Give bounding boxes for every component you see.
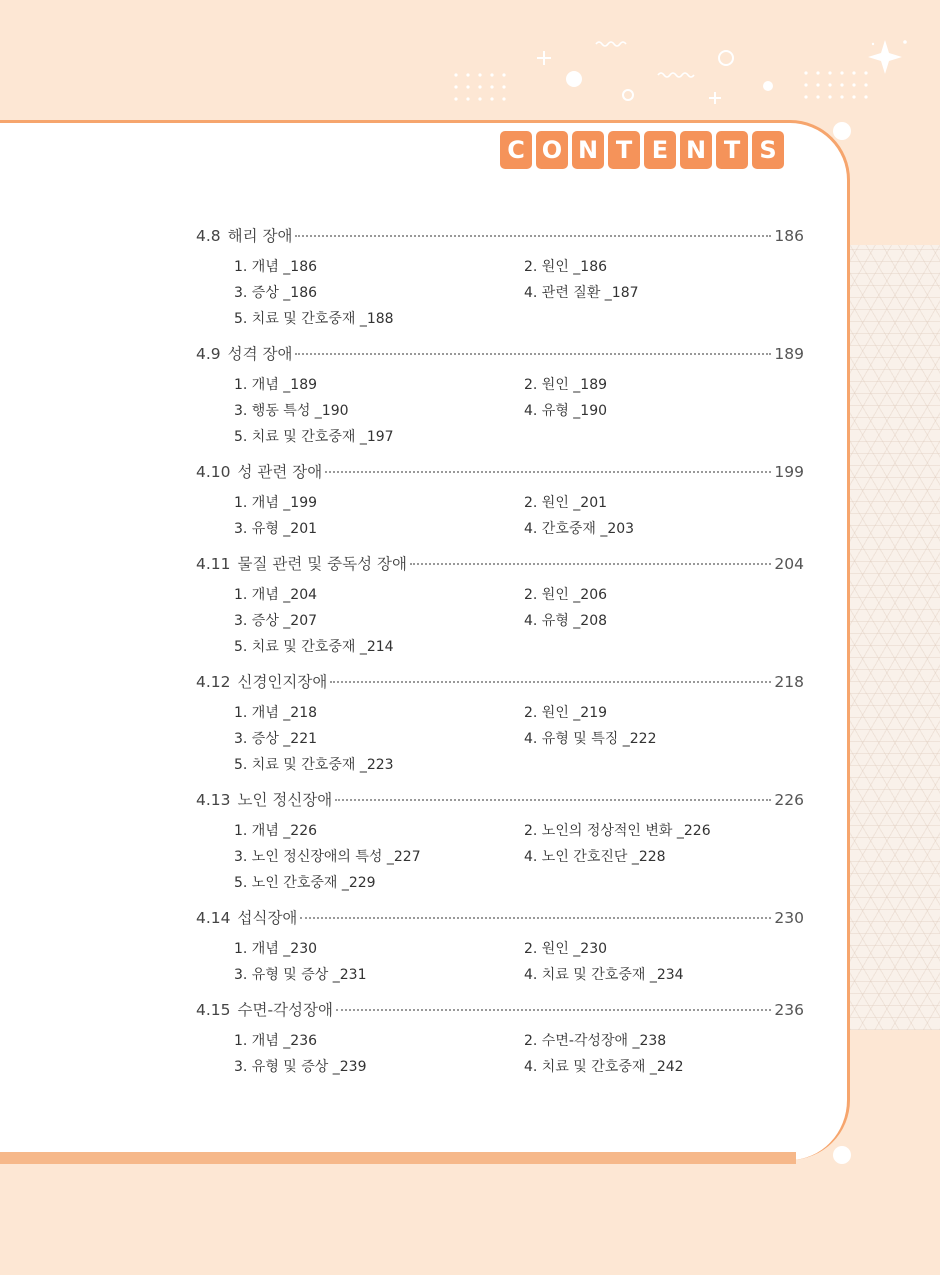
toc-items <box>196 582 804 660</box>
toc-item[interactable]: 1. 개념 _236 <box>234 1033 318 1049</box>
toc-item[interactable]: 1. 개념 _199 <box>234 495 318 511</box>
toc-section-heading[interactable] <box>196 670 804 699</box>
toc-section-heading[interactable] <box>196 788 804 817</box>
toc-section-heading[interactable] <box>196 342 804 371</box>
toc-item[interactable]: 4. 유형 _208 <box>524 613 608 629</box>
section-page: 226 <box>774 791 804 809</box>
toc-item[interactable]: 3. 유형 _201 <box>234 521 318 537</box>
toc-section <box>196 224 804 332</box>
toc-item[interactable]: 1. 개념 _186 <box>234 259 318 275</box>
toc-item[interactable]: 2. 원인 _189 <box>524 377 608 393</box>
dot-grid-icon <box>454 71 867 100</box>
toc-item[interactable]: 2. 원인 _201 <box>524 495 608 511</box>
toc-item[interactable]: 4. 간호중재 _203 <box>524 521 635 537</box>
wave-icon <box>596 42 694 77</box>
toc-section <box>196 788 804 896</box>
toc-section-heading[interactable] <box>196 552 804 581</box>
contents-letter: N <box>680 131 712 169</box>
toc-item[interactable]: 3. 증상 _186 <box>234 285 318 301</box>
leader-dots <box>330 681 771 683</box>
section-page: 186 <box>774 227 804 245</box>
leader-dots <box>300 917 771 919</box>
toc-item[interactable]: 5. 치료 및 간호중재 _197 <box>234 429 394 445</box>
toc-item[interactable]: 1. 개념 _204 <box>234 587 318 603</box>
leader-dots <box>295 235 771 237</box>
toc-item[interactable]: 5. 치료 및 간호중재 _214 <box>234 639 394 655</box>
toc-section <box>196 342 804 450</box>
section-number: 4.10 <box>196 463 231 481</box>
toc-items <box>196 936 804 988</box>
leader-dots <box>336 1009 771 1011</box>
toc-section <box>196 906 804 988</box>
section-number: 4.13 <box>196 791 231 809</box>
toc-item[interactable]: 2. 원인 _206 <box>524 587 608 603</box>
toc-item[interactable]: 5. 치료 및 간호중재 _188 <box>234 311 394 327</box>
toc-section <box>196 998 804 1080</box>
leader-dots <box>295 353 771 355</box>
toc-item[interactable]: 4. 유형 및 특징 _222 <box>524 731 657 747</box>
section-page: 236 <box>774 1001 804 1019</box>
toc-section <box>196 460 804 542</box>
leader-dots <box>325 471 771 473</box>
section-number: 4.12 <box>196 673 231 691</box>
section-number: 4.9 <box>196 345 221 363</box>
section-number: 4.11 <box>196 555 231 573</box>
toc-item[interactable]: 3. 유형 및 증상 _239 <box>234 1059 367 1075</box>
section-page: 218 <box>774 673 804 691</box>
section-number: 4.14 <box>196 909 231 927</box>
toc-item[interactable]: 1. 개념 _230 <box>234 941 318 957</box>
toc-item[interactable]: 2. 노인의 정상적인 변화 _226 <box>524 823 711 839</box>
contents-letter: E <box>644 131 676 169</box>
contents-letter: N <box>572 131 604 169</box>
toc-item[interactable]: 3. 증상 _207 <box>234 613 318 629</box>
toc-item[interactable]: 2. 원인 _219 <box>524 705 608 721</box>
section-page: 189 <box>774 345 804 363</box>
bottom-band <box>0 1152 796 1164</box>
section-page: 204 <box>774 555 804 573</box>
section-title: 물질 관련 및 중독성 장애 <box>237 555 407 573</box>
toc-items <box>196 818 804 896</box>
toc-item[interactable]: 4. 유형 _190 <box>524 403 608 419</box>
leader-dots <box>410 563 771 565</box>
contents-letter: T <box>716 131 748 169</box>
toc-section-heading[interactable] <box>196 460 804 489</box>
toc-item[interactable]: 3. 행동 특성 _190 <box>234 403 349 419</box>
toc-item[interactable]: 2. 수면-각성장애 _238 <box>524 1033 667 1049</box>
toc-item[interactable]: 5. 노인 간호중재 _229 <box>234 875 376 891</box>
section-title: 성격 장애 <box>227 345 293 363</box>
toc-item[interactable]: 4. 노인 간호진단 _228 <box>524 849 666 865</box>
contents-letter: O <box>536 131 568 169</box>
plus-icon <box>537 51 721 104</box>
toc-item[interactable]: 2. 원인 _186 <box>524 259 608 275</box>
toc-item[interactable]: 2. 원인 _230 <box>524 941 608 957</box>
section-page: 230 <box>774 909 804 927</box>
toc-item[interactable]: 3. 유형 및 증상 _231 <box>234 967 367 983</box>
contents-letter: C <box>500 131 532 169</box>
toc-item[interactable]: 4. 관련 질환 _187 <box>524 285 639 301</box>
toc-section-heading[interactable] <box>196 224 804 253</box>
contents-heading <box>500 131 784 169</box>
toc-section <box>196 670 804 778</box>
section-title: 신경인지장애 <box>237 673 328 691</box>
toc-item[interactable]: 1. 개념 _218 <box>234 705 318 721</box>
contents-letter: S <box>752 131 784 169</box>
toc-item[interactable]: 5. 치료 및 간호중재 _223 <box>234 757 394 773</box>
section-title: 섭식장애 <box>237 909 298 927</box>
toc-section <box>196 552 804 660</box>
side-pattern <box>850 245 940 1030</box>
section-title: 노인 정신장애 <box>237 791 333 809</box>
toc-items <box>196 254 804 332</box>
section-number: 4.8 <box>196 227 221 245</box>
toc-section-heading[interactable] <box>196 906 804 935</box>
toc-item[interactable]: 1. 개념 _226 <box>234 823 318 839</box>
leader-dots <box>335 799 771 801</box>
toc-items <box>196 1028 804 1080</box>
toc-items <box>196 700 804 778</box>
section-title: 수면-각성장애 <box>237 1001 333 1019</box>
toc-item[interactable]: 4. 치료 및 간호중재 _242 <box>524 1059 684 1075</box>
toc-item[interactable]: 3. 증상 _221 <box>234 731 318 747</box>
table-of-contents <box>196 224 804 1090</box>
section-page: 199 <box>774 463 804 481</box>
toc-items <box>196 372 804 450</box>
toc-items <box>196 490 804 542</box>
section-number: 4.15 <box>196 1001 231 1019</box>
section-title: 성 관련 장애 <box>237 463 323 481</box>
toc-section-heading[interactable] <box>196 998 804 1027</box>
toc-item[interactable]: 4. 치료 및 간호중재 _234 <box>524 967 684 983</box>
contents-letter: T <box>608 131 640 169</box>
sparkle-icon <box>868 40 907 74</box>
section-title: 해리 장애 <box>227 227 293 245</box>
toc-item[interactable]: 3. 노인 정신장애의 특성 _227 <box>234 849 421 865</box>
toc-item[interactable]: 1. 개념 _189 <box>234 377 318 393</box>
